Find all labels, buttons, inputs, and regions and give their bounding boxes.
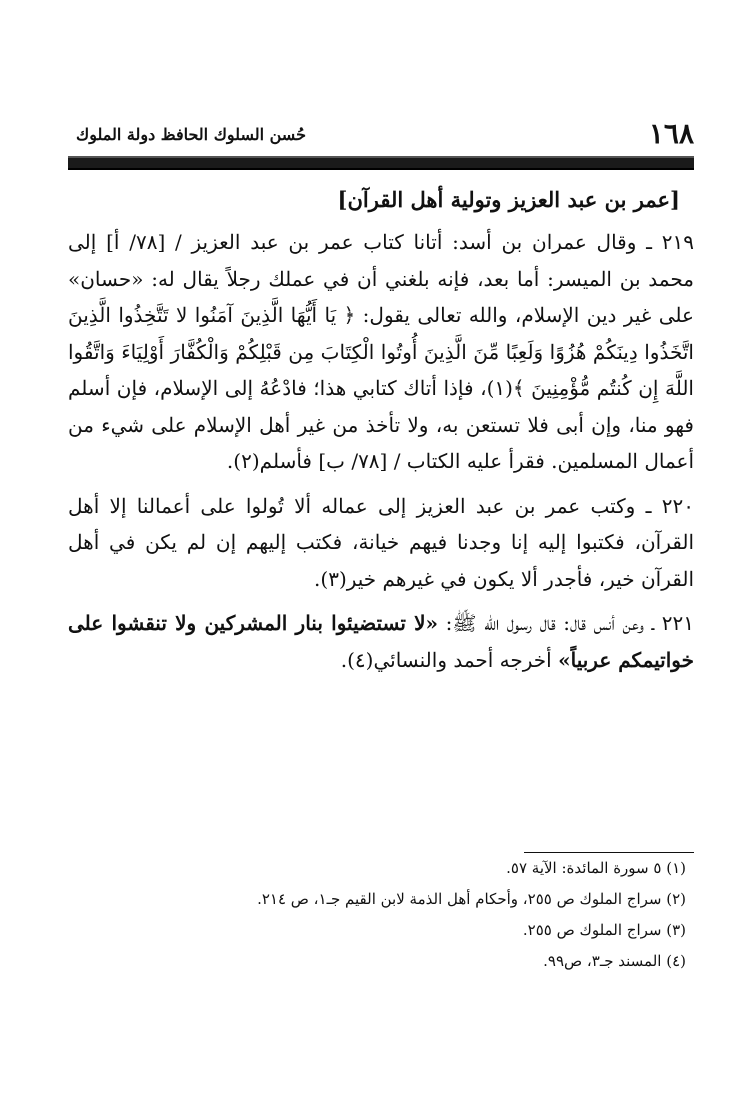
page-header [68, 118, 694, 154]
paragraph-221 [68, 605, 694, 678]
paragraph-219: ٢١٩ ـ وقال عمران بن أسد: أتانا كتاب عمر بن عبد العزيز / [٧٨/ أ] إلى محمد بن الميسر: أما بعد، فإنه بلغني أن في عملك رجلاً يقال له: «حسان» على غير دين الإسلام، والله تعالى يقول: ﴿ يَا أَيُّهَا الَّذِينَ آمَنُوا لا تَتَّخِذُوا الَّذِينَ اتَّخَذُوا دِينَكُمْ هُزُوًا وَلَعِبًا مِّنَ الَّذِينَ أُوتُوا الْكِتَابَ مِن قَبْلِكُمْ وَالْكُفَّارَ أَوْلِيَاءَ وَاتَّقُوا اللَّهَ إِن كُنتُم مُّؤْمِنِينَ ﴾(١)، فإذا أتاك كتابي هذا؛ فادْعُهُ إلى الإسلام، فإن أسلم فهو منا، وإن أبى فلا تستعن به، ولا تأخذ من غير أهل الإسلام على شيء من أعمال المسلمين. فقرأ عليه الكتاب / [٧٨/ ب] فأسلم(٢). [68, 230, 695, 473]
header-rule [68, 156, 694, 170]
footnotes [68, 852, 694, 977]
page-body [68, 118, 694, 686]
page-number: ١٦٨ [648, 117, 694, 150]
paragraph-221-suffix: أخرجه أحمد والنسائي(٤). [340, 647, 559, 672]
footnote-1: (١) ٥ سورة المائدة: الآية ٥٧. [506, 859, 686, 877]
paragraph-221-prefix: ٢٢١ ـ وعن أنس قال: قال رسول الله ﷺ: [438, 611, 694, 635]
hadith-quote: «لا تستضيئوا بنار المشركين ولا تنقشوا على خواتيمكم عربياً» [68, 611, 694, 672]
section-title: [عمر بن عبد العزيز وتولية أهل القرآن] [337, 187, 680, 212]
footnote-4: (٤) المسند جـ٣، ص٩٩. [543, 952, 686, 970]
paragraph-220: ٢٢٠ ـ وكتب عمر بن عبد العزيز إلى عماله ألا تُولوا على أعمالنا إلا أهل القرآن، فكتبوا إليه إنا وجدنا فيهم خيانة، فكتب إليهم إن لم يكن في أهل القرآن خير، فأجدر ألا يكون في غيرهم خير(٣). [68, 493, 694, 591]
running-title: حُسن السلوك الحافظ دولة الملوك [76, 125, 306, 144]
footnote-3: (٣) سراج الملوك ص ٢٥٥. [522, 921, 686, 939]
footnote-2: (٢) سراج الملوك ص ٢٥٥، وأحكام أهل الذمة لابن القيم جـ١، ص ٢١٤. [257, 890, 686, 908]
